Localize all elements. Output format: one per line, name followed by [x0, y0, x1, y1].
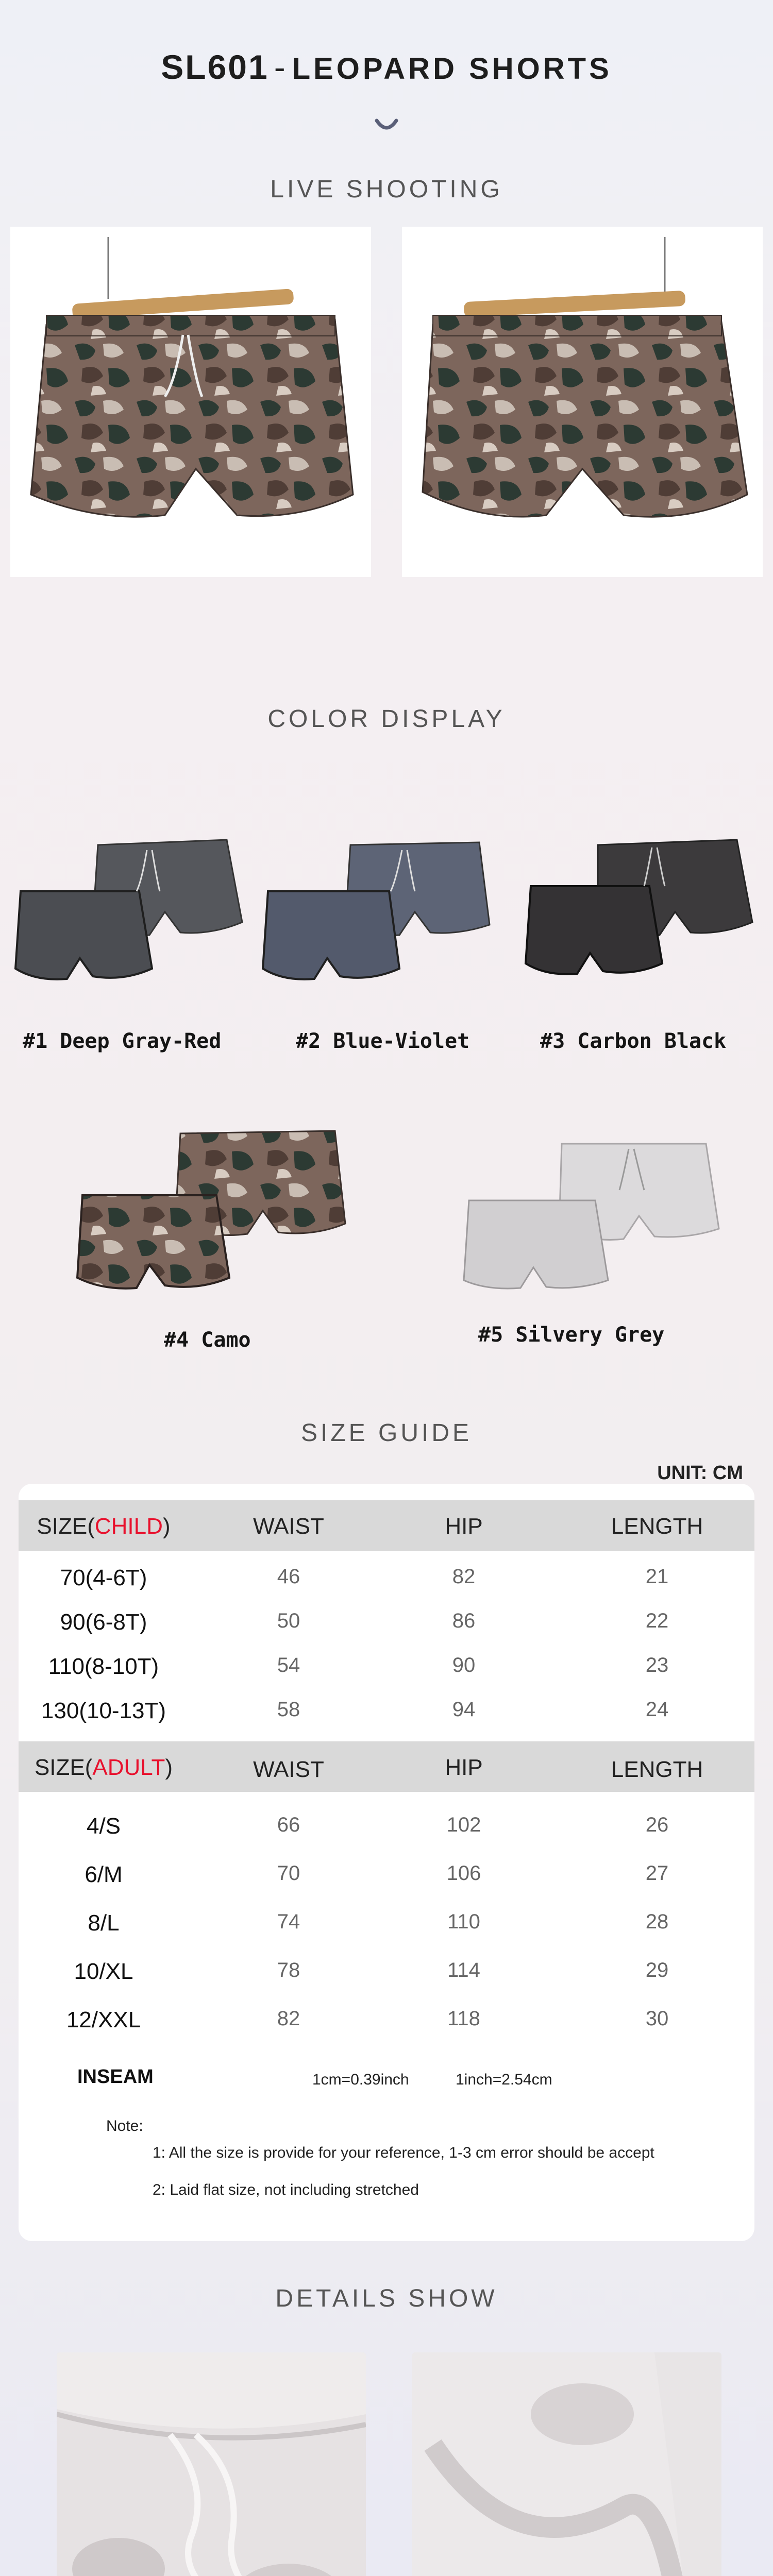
table-cell-hip: 94 — [452, 1698, 476, 1721]
table-cell-waist: 54 — [277, 1654, 300, 1676]
color-swatch-2 — [258, 835, 495, 989]
note-title: Note: — [106, 2117, 143, 2134]
color-label-1: #1 Deep Gray-Red — [23, 1029, 222, 1053]
adult-size-header: SIZE(ADULT) — [34, 1755, 173, 1780]
model-code: SL601 — [161, 48, 269, 86]
color-label-4: #4 Camo — [164, 1328, 251, 1352]
table-cell-length: 21 — [645, 1565, 669, 1588]
table-cell-waist: 50 — [277, 1609, 300, 1632]
child-size-header: SIZE(CHILD) — [37, 1514, 171, 1539]
detail-photo-waistband — [57, 2352, 366, 2576]
adult-col-hip: HIP — [445, 1755, 483, 1780]
table-row-child-size: 110(8-10T) — [48, 1654, 159, 1679]
table-cell-length: 27 — [645, 1862, 669, 1885]
color-swatch-3 — [520, 835, 758, 989]
table-cell-hip: 90 — [452, 1654, 476, 1676]
table-cell-waist: 74 — [277, 1910, 300, 1933]
table-cell-length: 26 — [645, 1814, 669, 1836]
live-photo-front — [10, 227, 371, 577]
color-swatch-4 — [72, 1123, 350, 1298]
detail-photo-hem — [412, 2352, 721, 2576]
section-details-show: DETAILS SHOW — [275, 2285, 498, 2312]
table-cell-waist: 78 — [277, 1959, 300, 1981]
table-cell-length: 22 — [645, 1609, 669, 1632]
table-row-adult-size: 4/S — [86, 1814, 121, 1839]
table-cell-waist: 58 — [277, 1698, 300, 1721]
color-swatch-1 — [10, 835, 247, 989]
color-label-5: #5 Silvery Grey — [478, 1323, 665, 1347]
inseam-label: INSEAM — [77, 2066, 154, 2088]
table-cell-hip: 118 — [447, 2007, 480, 2030]
table-cell-length: 30 — [645, 2007, 669, 2030]
table-row-child-size: 130(10-13T) — [41, 1698, 166, 1723]
table-cell-length: 24 — [645, 1698, 669, 1721]
table-cell-waist: 70 — [277, 1862, 300, 1885]
adult-col-length: LENGTH — [611, 1757, 703, 1782]
table-cell-length: 28 — [645, 1910, 669, 1933]
child-col-hip: HIP — [445, 1514, 483, 1539]
table-row-adult-size: 10/XL — [74, 1959, 133, 1984]
conversion-inch: 1inch=2.54cm — [456, 2071, 552, 2088]
section-color-display: COLOR DISPLAY — [267, 705, 506, 733]
conversion-cm: 1cm=0.39inch — [312, 2071, 409, 2088]
table-row-adult-size: 6/M — [85, 1862, 123, 1887]
table-row-child-size: 70(4-6T) — [60, 1565, 147, 1590]
table-cell-length: 23 — [645, 1654, 669, 1676]
note-item-1: 1: All the size is provide for your reference, 1-3 cm error should be accept — [153, 2144, 654, 2161]
color-label-3: #3 Carbon Black — [540, 1029, 727, 1053]
table-cell-hip: 82 — [452, 1565, 476, 1588]
section-live-shooting: LIVE SHOOTING — [270, 176, 503, 203]
table-row-adult-size: 8/L — [88, 1910, 120, 1936]
table-cell-hip: 110 — [447, 1910, 480, 1933]
table-row-adult-size: 12/XXL — [66, 2007, 141, 2032]
table-cell-hip: 106 — [446, 1862, 481, 1885]
title-separator: - — [274, 48, 287, 86]
child-col-length: LENGTH — [611, 1514, 703, 1539]
live-photo-back — [402, 227, 763, 577]
table-cell-hip: 102 — [446, 1814, 481, 1836]
table-cell-waist: 46 — [277, 1565, 300, 1588]
table-cell-length: 29 — [645, 1959, 669, 1981]
adult-col-waist: WAIST — [253, 1757, 324, 1782]
table-cell-hip: 86 — [452, 1609, 476, 1632]
color-swatch-5 — [459, 1133, 727, 1298]
child-col-waist: WAIST — [253, 1514, 324, 1539]
smile-divider-icon — [374, 117, 399, 133]
unit-label: UNIT: CM — [657, 1462, 743, 1484]
note-item-2: 2: Laid flat size, not including stretched — [153, 2181, 419, 2198]
page-title — [0, 47, 773, 87]
section-size-guide: SIZE GUIDE — [300, 1419, 473, 1447]
color-label-2: #2 Blue-Violet — [296, 1029, 470, 1053]
table-row-child-size: 90(6-8T) — [60, 1609, 147, 1635]
table-cell-waist: 82 — [277, 2007, 300, 2030]
product-name: LEOPARD SHORTS — [292, 52, 612, 86]
table-cell-waist: 66 — [277, 1814, 300, 1836]
table-cell-hip: 114 — [447, 1959, 480, 1981]
